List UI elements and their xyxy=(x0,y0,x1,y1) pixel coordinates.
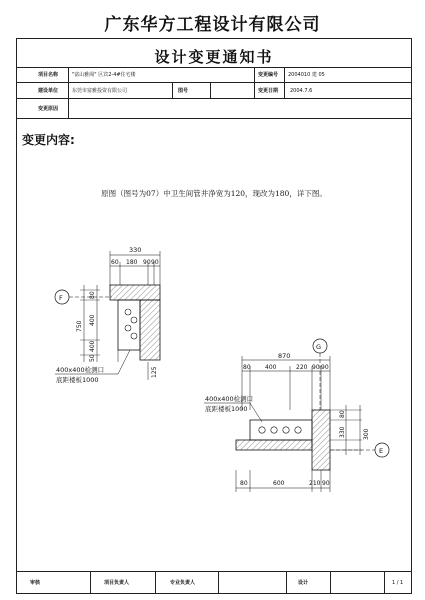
footer-col-line-3 xyxy=(218,571,219,594)
left-top-dim: 330 xyxy=(129,246,142,254)
designer-label: 设计 xyxy=(298,580,309,586)
right-top-sub-dim-5: 90 xyxy=(321,364,329,371)
left-side-dim-5: 50 xyxy=(89,354,96,362)
right-top-sub-dim-1: 80 xyxy=(243,364,251,371)
right-top-sub-dim-2: 400 xyxy=(265,364,277,371)
footer-top-line xyxy=(16,571,412,572)
change-date-label: 变更日期 xyxy=(258,88,279,94)
left-side-dim-4: 400 xyxy=(89,340,96,352)
left-axis-label: F xyxy=(59,294,63,302)
left-side-dim-3: 750 xyxy=(76,320,83,332)
left-sub-dim-2: 180 xyxy=(126,259,138,266)
left-sub-dim-3: 90 xyxy=(143,259,151,266)
content-heading: 变更内容: xyxy=(22,133,75,147)
footer-col-line-1 xyxy=(90,571,91,594)
left-sub-dim-4: 90 xyxy=(151,259,159,266)
build-unit-label: 建设单位 xyxy=(38,88,59,94)
footer-col-line-5 xyxy=(330,571,331,594)
right-bottom-dim-3: 210 xyxy=(309,480,321,487)
project-name-value: "富山雅阁" 区宾2-4#住宅楼 xyxy=(72,72,136,78)
left-top-wall xyxy=(110,285,160,300)
document-title: 设计变更通知书 xyxy=(154,48,274,66)
left-note-line-2: 底距楼板1000 xyxy=(56,376,99,384)
right-bottom-dim-4: 90 xyxy=(322,480,330,487)
right-bottom-dim-1: 80 xyxy=(240,480,248,487)
left-side-dim-2: 400 xyxy=(89,314,96,326)
right-note-line-2: 底距楼板1000 xyxy=(205,405,248,413)
left-side-wall xyxy=(140,300,160,360)
project-lead-label: 项目负责人 xyxy=(104,580,130,586)
right-vertical-wall xyxy=(312,410,330,470)
change-reason-label: 变更原因 xyxy=(38,106,59,112)
left-sub-dim-1: 60 xyxy=(111,259,119,266)
change-no-label: 变更编号 xyxy=(258,72,279,78)
company-name: 广东华方工程设计有限公司 xyxy=(104,15,321,35)
right-side-dim-3: 300 xyxy=(363,428,370,440)
change-no-value: 2004010 建 05 xyxy=(288,72,325,78)
right-top-sub-dim-3: 220 xyxy=(296,364,308,371)
footer-col-line-4 xyxy=(286,571,287,594)
drawing-no-label: 图号 xyxy=(178,88,189,94)
left-side-dim-1: 80 xyxy=(89,291,96,299)
right-note-line-1: 400x400检测口 xyxy=(205,395,254,403)
right-detail xyxy=(204,339,389,492)
footer-col-line-6 xyxy=(384,571,385,594)
right-axis-top-label: G xyxy=(316,343,322,351)
right-top-sub-dim-4: 90 xyxy=(312,364,320,371)
right-top-dim: 870 xyxy=(278,352,291,360)
project-name-label: 项目名称 xyxy=(38,72,59,78)
page-number: 1 / 1 xyxy=(392,580,404,586)
discipline-lead-label: 专业负责人 xyxy=(170,580,196,586)
right-bottom-wall xyxy=(236,440,312,450)
right-side-dim-1: 80 xyxy=(339,410,346,418)
build-unit-value: 东莞市富雅投资有限公司 xyxy=(72,88,128,94)
right-side-dim-2: 330 xyxy=(339,426,346,438)
right-bottom-dim-2: 600 xyxy=(273,480,285,487)
left-note-line-1: 400x400检测口 xyxy=(56,366,105,374)
change-description: 原图（图号为07）中卫生间管井净宽为120，现改为180，详下图。 xyxy=(101,189,327,198)
right-axis-side-label: E xyxy=(379,447,384,455)
change-date-value: 2004.7.6 xyxy=(290,88,313,94)
footer-col-line-2 xyxy=(155,571,156,594)
left-bottom-dim: 125 xyxy=(151,366,158,378)
right-shaft xyxy=(250,420,312,440)
approval-label: 审核 xyxy=(30,580,41,586)
left-detail xyxy=(55,246,160,384)
